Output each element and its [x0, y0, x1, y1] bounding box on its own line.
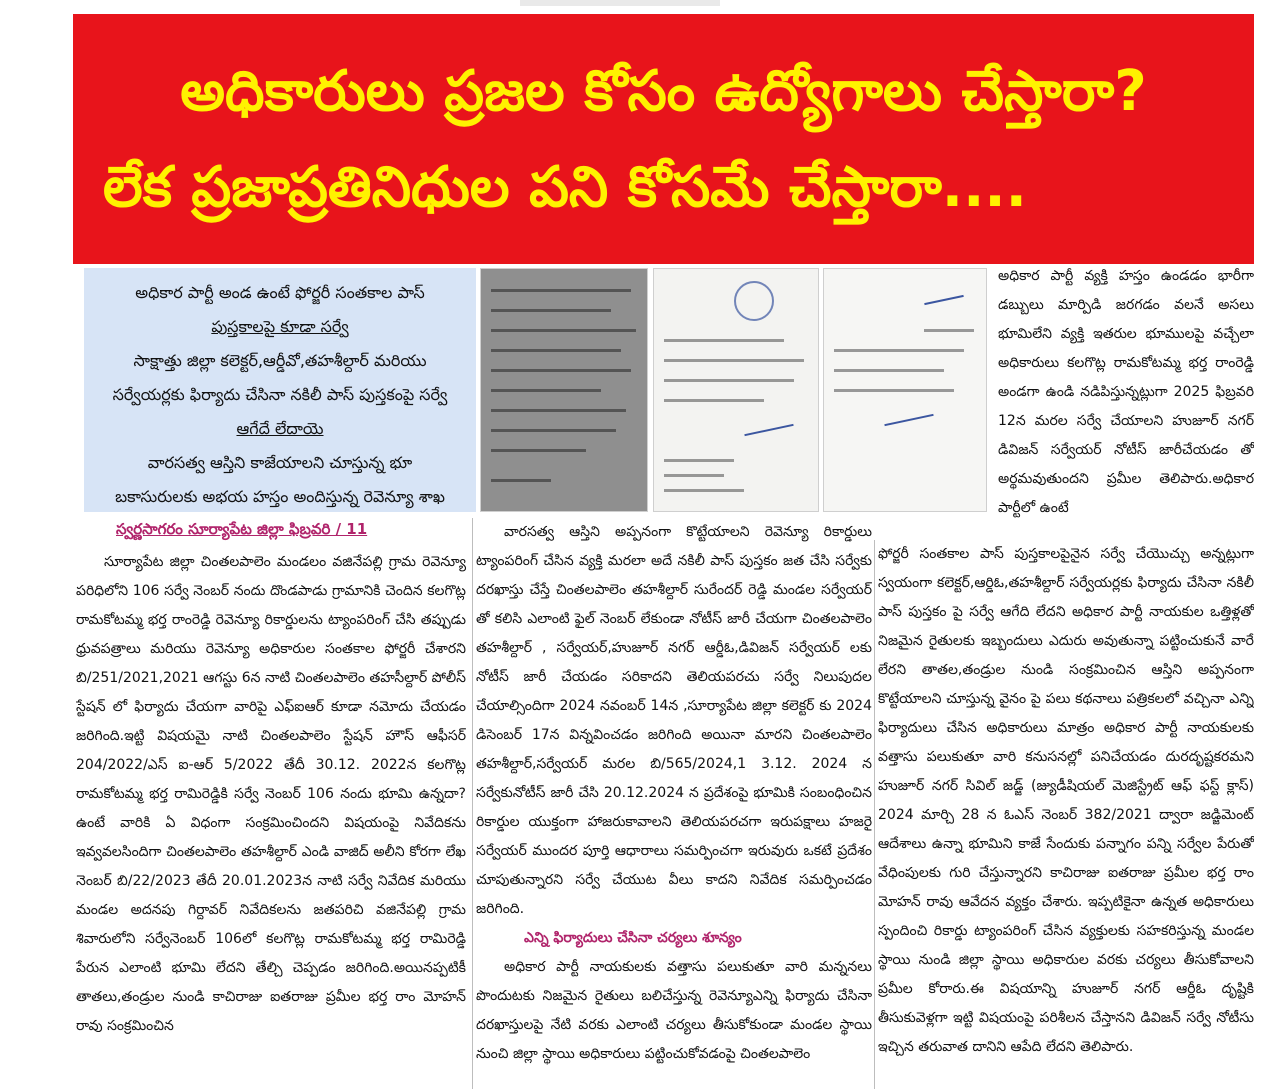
- document-photo-1: [480, 268, 648, 512]
- article-column-middle: [476, 518, 872, 1089]
- column-divider: [472, 518, 473, 1089]
- article-paragraph: వారసత్వ ఆస్తిని అప్పనంగా కొట్టేయాలని రెవెన్యూ రికార్డులు ట్యాంపరింగ్ చేసిన వ్యక్తి మరలా అదే నకిలీ పాస్ పుస్తకం జత చేసి సర్వేకు దరఖాస్తు చేస్తే చింతలపాలెం తహశీల్దార్ సురేందర్ రెడ్డి మండల సర్వేయర్ తో కలిసి ఎలాంటి ఫైల్ నెంబర్ లేకుండా నోటీస్ జారీ చేయగా చింతలపాలెం తహశీల్దార్ , సర్వేయర్,హుజూర్ నగర్ ఆర్డీఓ,డివిజన్ సర్వేయర్ లకు నోటీస్ జారీ చేయడం సరికాదని తెలియపరచు సర్వే నిలుపుదల చేయాల్సిందిగా 2024 నవంబర్ 14న ,సూర్యాపేట జిల్లా కలెక్టర్ కు 2024 డిసెంబర్ 17న విన్నవించడం జరిగింది అయినా మారని చింతలపాలెం తహశీల్దార్,సర్వేయర్ మరల బి/565/2024,1 3.12. 2024 న సర్వేకునోటీస్ జారీ చేసి 20.12.2024 న ప్రదేశంపై భూమికి సంబంధించిన రికార్డుల యుక్తంగా హాజరుకావాలని తెలియపరచగా ఇరుపక్షాలు హజరై సర్వేయర్ ముందర పూర్తి ఆధారాలు సమర్పించగా ఇరువురు ఒకటే ప్రదేశం చూపుతున్నారని సర్వే చేయుట వీలు కాదని నివేదిక సమర్పించడం జరిగింది.: [476, 524, 872, 917]
- highlight-line-6: వారసత్వ ఆస్తిని కాజేయాలని చూస్తున్న భూ: [147, 453, 413, 472]
- document-photo-3: [823, 268, 987, 512]
- headline-line-1: అధికారులు ప్రజల కోసం ఉద్యోగాలు చేస్తారా?: [180, 59, 1147, 124]
- article-column-right-top: [998, 262, 1254, 532]
- headline-banner: [73, 14, 1254, 264]
- article-column-left: [76, 548, 466, 1089]
- article-paragraph: అధికార పార్టీ వ్యక్తి హస్తం ఉండడం భారీగా డబ్బులు మార్పిడి జరగడం వలనే అసలు భూమిలేని వ్యక్తి ఇతరుల భూములపై వచ్చేలా అధికారులు కలగొట్ల రామకోటమ్మ భర్త రాంరెడ్డి అండగా ఉండి నడిపిస్తున్నట్లుగా 2025 ఫిబ్రవరి 12న మరల సర్వే చేయాలని హుజూర్ నగర్ డివిజన్ సర్వేయర్ నోటీస్ జారీచేయడం తో అర్థమవుతుందని ప్రమీల తెలిపారు.అధికార పార్టీలో ఉంటే: [998, 268, 1254, 516]
- highlight-line-4: సర్వేయర్లకు ఫిర్యాదు చేసినా నకిలీ పాస్ పుస్తకంపై సర్వే: [112, 385, 448, 404]
- highlight-line-3: సాక్షాత్తు జిల్లా కలెక్టర్,ఆర్డీవో,తహశీల్దార్ మరియు: [133, 351, 427, 370]
- highlight-box: [84, 268, 476, 512]
- highlight-line-7: బకాసురులకు అభయ హస్తం అందిస్తున్న రెవెన్యూ శాఖ: [115, 487, 445, 506]
- dateline-text: స్వర్ణసాగరం సూర్యాపేట జిల్లా ఫిబ్రవరి / 11: [116, 520, 368, 538]
- headline-line-2: లేక ప్రజాప్రతినిధుల పని కోసమే చేస్తారా....: [103, 155, 1027, 220]
- column-divider: [874, 540, 875, 1089]
- top-cropped-text: [520, 0, 720, 6]
- top-strip: [0, 0, 1283, 14]
- highlight-line-5: ఆగేదే లేదాయె: [236, 419, 324, 438]
- highlight-line-1: అధికార పార్టీ అండ ఉంటే ఫోర్జరీ సంతకాల పాస్: [135, 283, 425, 302]
- document-photo-2: [653, 268, 819, 512]
- article-paragraph: సూర్యాపేట జిల్లా చింతలపాలెం మండలం వజినేపల్లి గ్రామ రెవెన్యూ పరిధిలోని 106 సర్వే నెంబర్ నందు దొండపాడు గ్రామానికి చెందిన కలగొట్ల రామకోటమ్మ భర్త రాంరెడ్డి రెవెన్యూ రికార్డులను ట్యాంపరింగ్ చేసి తప్పుడు ధ్రువపత్రాలు మరియు రెవెన్యూ అధికారుల సంతకాల ఫోర్జరీ చేశారని బి/251/2021,2021 ఆగస్టు 6న నాటి చింతలపాలెం తహసీల్దార్ పోలీస్ స్టేషన్ లో ఫిర్యాదు చేయగా వారిపై ఎఫ్ఐఆర్ కూడా నమోదు చేయడం జరిగింది.ఇట్టి విషయమై నాటి చింతలపాలెం స్టేషన్ హౌస్ ఆఫీసర్ 204/2022/ఎస్ ఐ-ఆర్ 5/2022 తేదీ 30.12. 2022న కలగొట్ల రామకోటమ్మ భర్త రామిరెడ్డికి సర్వే నెంబర్ 106 నందు భూమి ఉన్నదా? ఉంటే వారికి ఏ విధంగా సంక్రమించిందని విషయంపై నివేదికను ఇవ్వవలసిందిగా చింతలపాలెం తహశీల్దార్ ఎండి వాజిద్ అలీని కోరగా లేఖ నెంబర్ బి/22/2023 తేదీ 20.01.2023న నాటి సర్వే నివేదిక మరియు మండల అదనపు గిర్దావర్ నివేదికలను జతపరిచి వజినేపల్లి గ్రామ శివారులోని సర్వేనెంబర్ 106లో కలగొట్ల రామకోటమ్మ భర్త రామిరెడ్డి పేరున ఎలాంటి భూమి లేదని తేల్చి చెప్పడం జరిగింది.అయినప్పటికీ తాతలు,తండ్రుల నుండి కాచిరాజు ఐతరాజు ప్రమీల భర్త రాం మోహన్ రావు సంక్రమించిన: [76, 554, 466, 1034]
- dateline: [116, 520, 367, 542]
- highlight-line-2: పుస్తకాలపై కూడా సర్వే: [211, 317, 349, 336]
- article-paragraph: అధికార పార్టీ నాయకులకు వత్తాసు పలుకుతూ వారి మన్ననలు పొందుటకు నిజమైన రైతులు బలిచేస్తున్న రెవెన్యూఎన్ని ఫిర్యాదు చేసినా దరఖాస్తులపై నేటి వరకు ఎలాంటి చర్యలు తీసుకోకుండా మండల స్థాయి నుంచి జిల్లా స్థాయి అధికారులు పట్టించుకోవడంపై చింతలపాలెం: [476, 959, 872, 1062]
- article-column-right: [878, 540, 1254, 1085]
- article-paragraph: ఫోర్జరీ సంతకాల పాస్ పుస్తకాలపైనైన సర్వే చేయొచ్చు అన్నట్లుగా స్వయంగా కలెక్టర్,ఆర్డిఓ,తహశీల్దార్ సర్వేయర్లకు ఫిర్యాదు చేసినా నకిలీ పాస్ పుస్తకం పై సర్వే ఆగేది లేదని అధికార పార్టీ నాయకుల ఒత్తిళ్లతో నిజమైన రైతులకు ఇబ్బందులు ఎదురు అవుతున్నా పట్టించుకునే వారే లేరని తాతల,తండ్రుల నుండి సంక్రమించిన ఆస్తిని అప్పనంగా కొట్టేయాలని చూస్తున్న వైనం పై పలు కథనాలు పత్రికలలో వచ్చినా ఎన్ని ఫిర్యాదులు చేసిన అధికారులు మాత్రం అధికార పార్టీ నాయకులకు వత్తాసు పలుకుతూ వారి కనుసనల్లో పనిచేయడం దురదృష్టకరమని హుజూర్ నగర్ సివిల్ జడ్జ్ (జ్యుడీషియల్ మెజిస్ట్రేట్ ఆఫ్ ఫస్ట్ క్లాస్) 2024 మార్చి 28 న ఓఎస్ నెంబర్ 382/2021 ద్వారా జడ్జిమెంట్ ఆదేశాలు ఉన్నా భూమిని కాజే సేందుకు పన్నాగం పన్ని సర్వేల పేరుతో వేధింపులకు గురి చేస్తున్నారని కాచిరాజు ఐతరాజు ప్రమీల భర్త రాం మోహన్ రావు ఆవేదన వ్యక్తం చేశారు. ఇప్పటికైనా ఉన్నత అధికారులు స్పందించి రికార్డు ట్యాంపరింగ్ చేసిన వ్యక్తులకు సహకరిస్తున్న మండల స్థాయి నుండి జిల్లా స్థాయి అధికారుల వరకు చర్యలు తీసుకోవాలని ప్రమీల కోరారు.ఈ విషయాన్ని హుజూర్ నగర్ ఆర్డీఓ దృష్టికి తీసుకువెళ్లగా ఇట్టి విషయంపై పరిశీలన చేస్తానని డివిజన్ సర్వే నోటీసు ఇచ్చిన తరువాత దానిని ఆపేది లేదని తెలిపారు.: [878, 546, 1254, 1055]
- subheading: ఎన్ని ఫిర్యాదులు చేసినా చర్యలు శూన్యం: [524, 930, 742, 946]
